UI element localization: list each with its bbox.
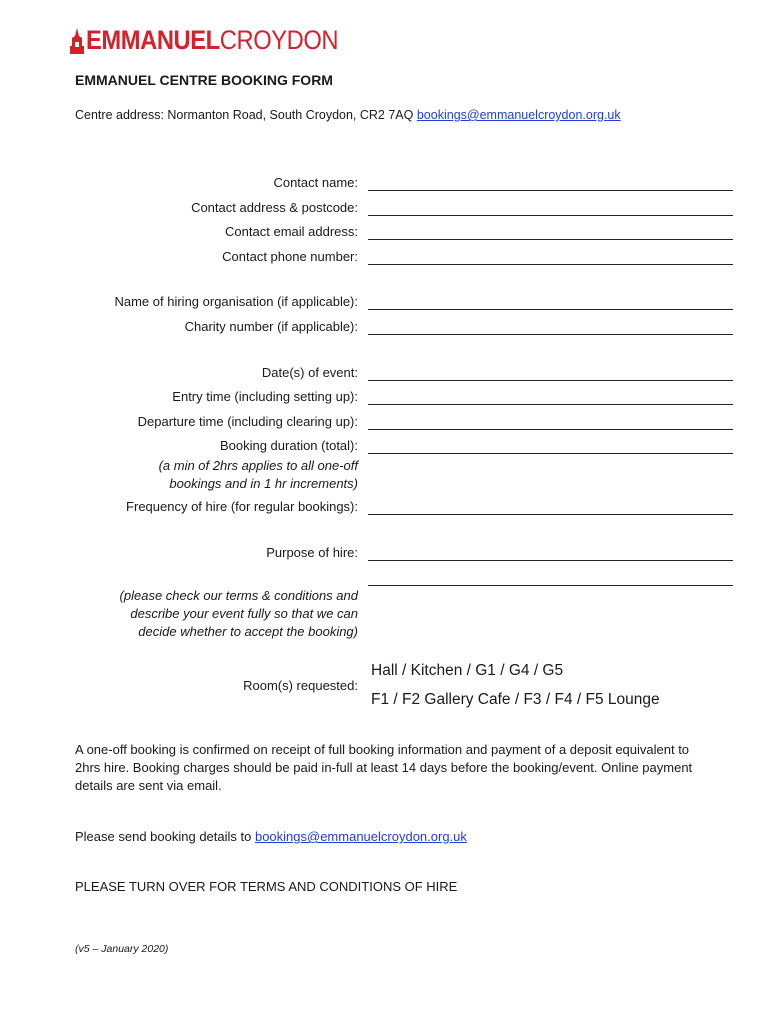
organisation-field[interactable] xyxy=(368,309,733,310)
duration-note xyxy=(159,457,358,493)
purpose-field-2[interactable] xyxy=(368,585,733,586)
purpose-note-line: describe your event fully so that we can xyxy=(130,606,358,621)
charity-label: Charity number (if applicable): xyxy=(184,319,358,334)
dates-field[interactable] xyxy=(368,380,733,381)
send-email-link[interactable]: bookings@emmanuelcroydon.org.uk xyxy=(254,829,467,844)
form-title: EMMANUEL CENTRE BOOKING FORM xyxy=(75,72,333,88)
version-note: (v5 – January 2020) xyxy=(75,943,169,955)
contact-address-field[interactable] xyxy=(368,215,733,216)
logo-text: EMMANUELCROYDON xyxy=(86,25,339,55)
purpose-note-line: decide whether to accept the booking) xyxy=(138,624,358,639)
address-email-link[interactable]: bookings@emmanuelcroydon.org.uk xyxy=(416,108,621,122)
logo xyxy=(70,26,373,54)
charity-field[interactable] xyxy=(368,334,733,335)
contact-email-field[interactable] xyxy=(368,239,733,240)
address-text: Centre address: Normanton Road, South Croydon, CR2 7AQ xyxy=(75,108,414,122)
contact-address-label: Contact address & postcode: xyxy=(191,200,358,215)
frequency-label: Frequency of hire (for regular bookings): xyxy=(126,499,358,514)
frequency-field[interactable] xyxy=(368,514,733,515)
duration-note-line: (a min of 2hrs applies to all one-off xyxy=(158,458,358,473)
dates-label: Date(s) of event: xyxy=(261,365,358,380)
contact-name-field[interactable] xyxy=(368,190,733,191)
church-spire-icon xyxy=(70,28,84,54)
entry-time-label: Entry time (including setting up): xyxy=(172,389,358,404)
organisation-label: Name of hiring organisation (if applicable): xyxy=(114,294,358,309)
contact-name-label: Contact name: xyxy=(273,175,358,190)
contact-email-label: Contact email address: xyxy=(225,224,358,239)
purpose-note xyxy=(120,587,358,641)
contact-phone-field[interactable] xyxy=(368,264,733,265)
entry-time-field[interactable] xyxy=(368,404,733,405)
send-details xyxy=(75,828,695,846)
purpose-note-line: (please check our terms & conditions and xyxy=(119,588,358,603)
duration-label: Booking duration (total): xyxy=(219,438,358,453)
duration-field[interactable] xyxy=(368,453,733,454)
purpose-label: Purpose of hire: xyxy=(266,545,358,560)
send-details-text: Please send booking details to xyxy=(75,829,255,844)
departure-time-field[interactable] xyxy=(368,429,733,430)
contact-phone-label: Contact phone number: xyxy=(222,249,358,264)
departure-time-label: Departure time (including clearing up): xyxy=(137,414,358,429)
rooms-label: Room(s) requested: xyxy=(243,678,358,693)
purpose-field[interactable] xyxy=(368,560,733,561)
turn-over-notice: PLEASE TURN OVER FOR TERMS AND CONDITIONS OF HIRE xyxy=(75,879,458,894)
rooms-option-line-1[interactable]: Hall / Kitchen / G1 / G4 / G5 xyxy=(371,662,564,679)
rooms-option-line-2[interactable]: F1 / F2 Gallery Cafe / F3 / F4 / F5 Lounge xyxy=(371,691,660,708)
booking-info-paragraph: A one-off booking is confirmed on receipt of full booking information and payment of a deposit equivalent to 2hrs hire. Booking charges should be paid in-full at least 14 days before the booking/event. Online payment details are sent via email. xyxy=(75,742,693,793)
centre-address xyxy=(75,108,621,122)
duration-note-line: bookings and in 1 hr increments) xyxy=(169,476,358,491)
